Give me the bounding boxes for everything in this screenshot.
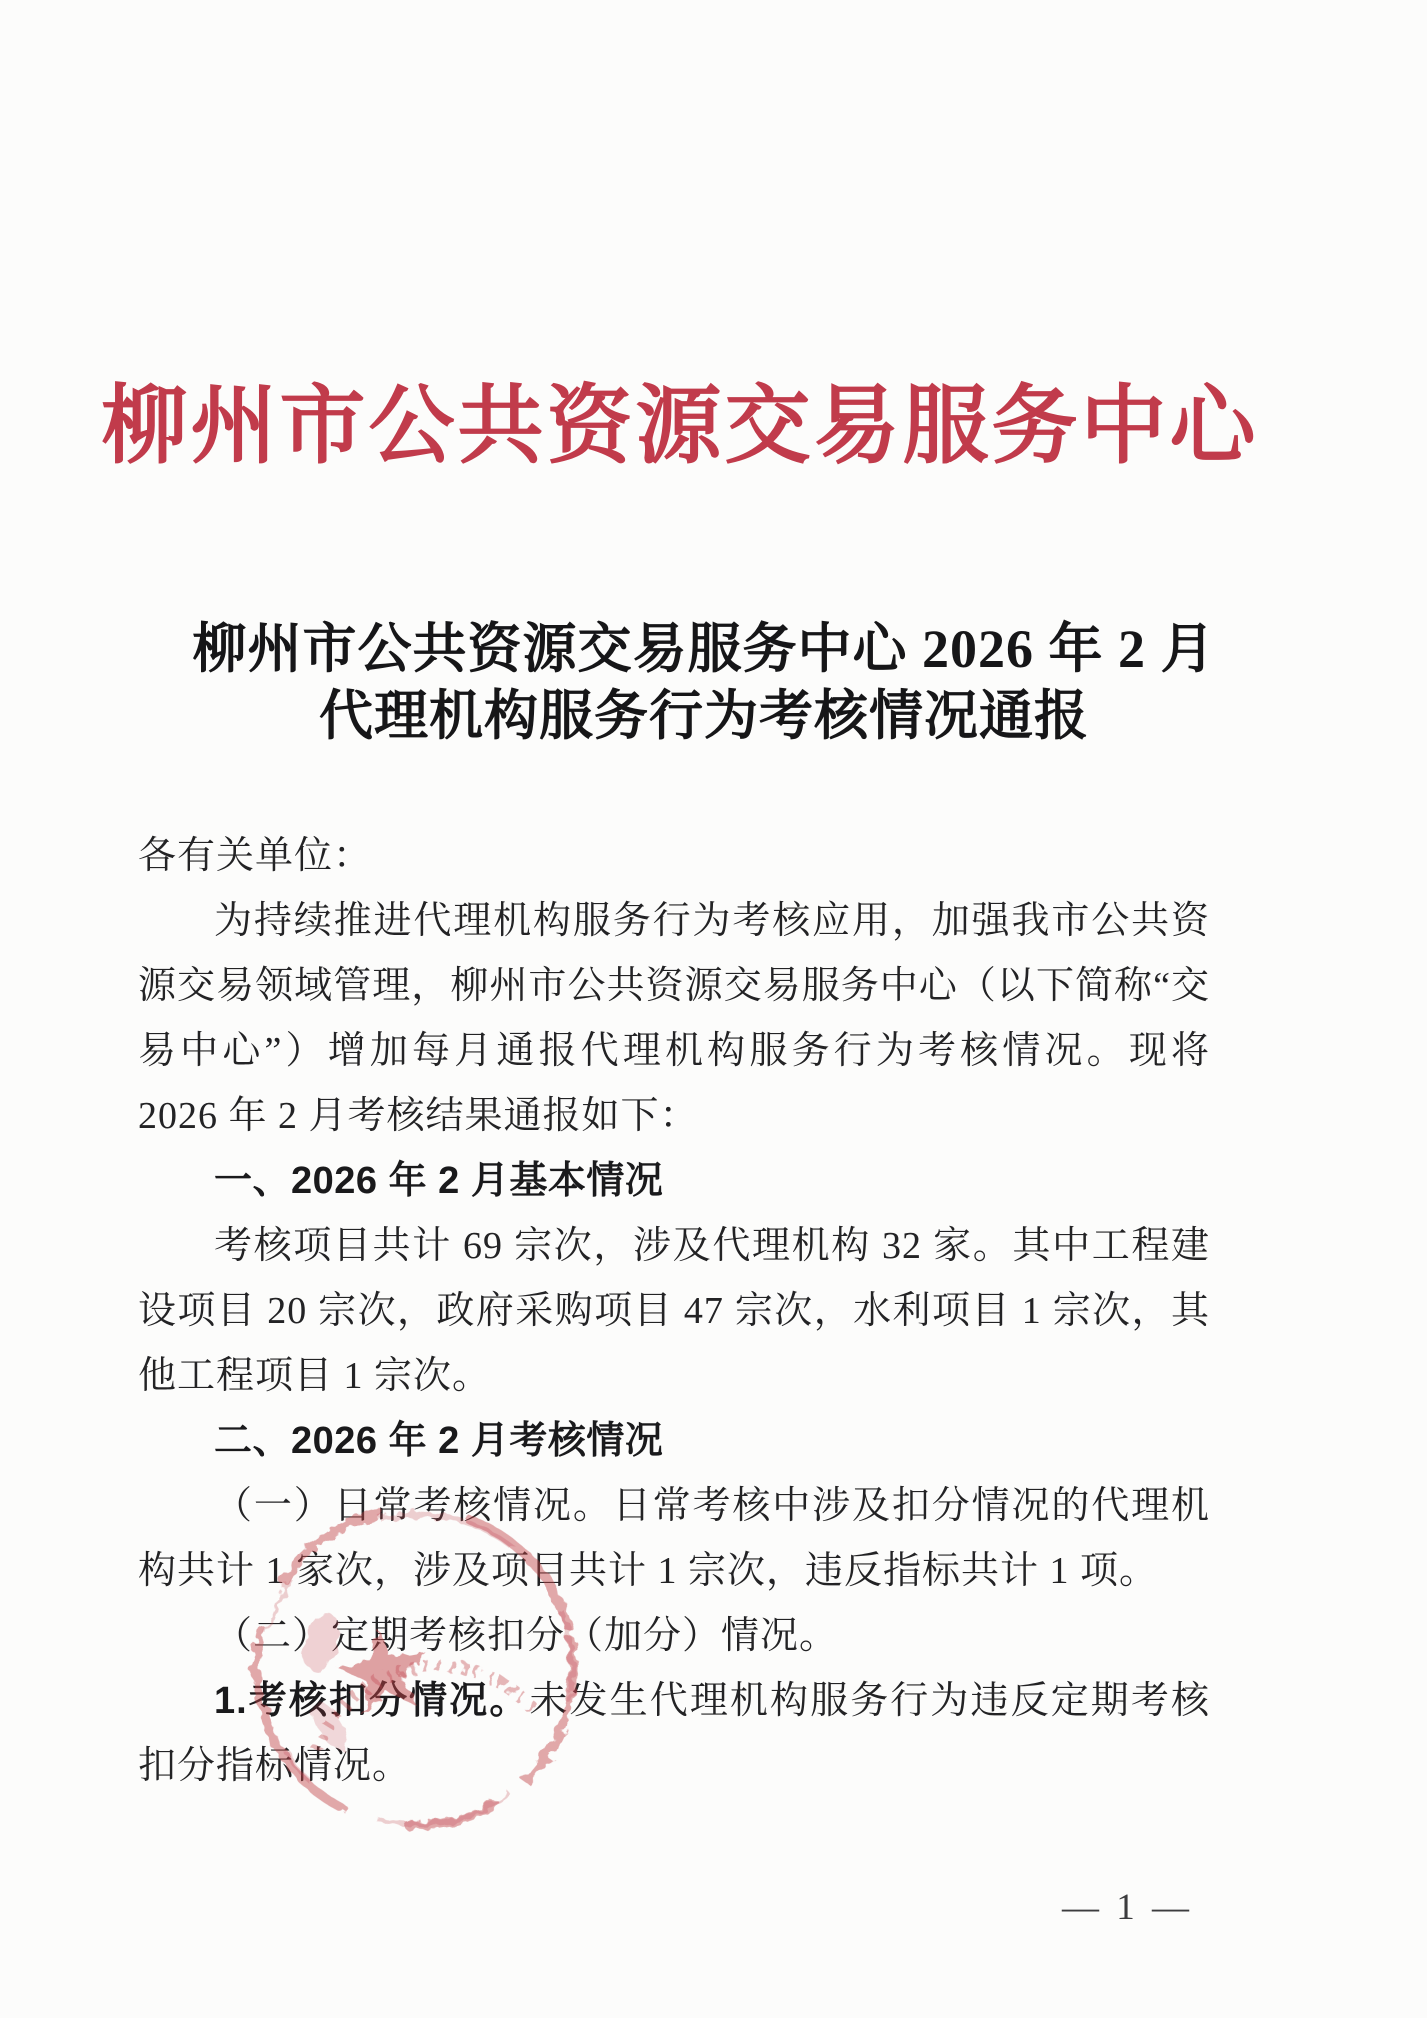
section-heading-assessment: 二、2026 年 2 月考核情况 xyxy=(214,1420,664,1462)
page-number: — 1 — xyxy=(1062,1887,1193,1928)
paragraph-periodic-assessment: （二）定期考核扣分（加分）情况。 xyxy=(214,1615,839,1657)
paragraph-deduction xyxy=(138,1669,1210,1799)
paragraph-deduction-lead: 1.考核扣分情况。 xyxy=(214,1680,530,1722)
document-title xyxy=(64,616,1344,750)
section-heading-basic: 一、2026 年 2 月基本情况 xyxy=(214,1160,664,1202)
paragraph-deduction-rest: 未发生代理机构服务行为违反定期考核扣分指标情况。 xyxy=(138,1680,1210,1787)
letterhead-org-name: 柳州市公共资源交易服务中心 xyxy=(101,378,1259,474)
paragraph-daily-assessment: （一）日常考核情况。日常考核中涉及扣分情况的代理机构共计 1 家次，涉及项目共计 1 宗次，违反指标共计 1 项。 xyxy=(138,1485,1210,1592)
salutation: 各有关单位： xyxy=(138,835,373,877)
paragraph-intro: 为持续推进代理机构服务行为考核应用，加强我市公共资源交易领域管理，柳州市公共资源交易服务中心（以下简称“交易中心”）增加每月通报代理机构服务行为考核情况。现将 2026 年 2 月考核结果通报如下： xyxy=(138,900,1210,1137)
paragraph-basic-stats: 考核项目共计 69 宗次，涉及代理机构 32 家。其中工程建设项目 20 宗次，政府采购项目 47 宗次，水利项目 1 宗次，其他工程项目 1 宗次。 xyxy=(138,1225,1210,1397)
document-title-line1: 柳州市公共资源交易服务中心 2026 年 2 月 xyxy=(192,619,1216,679)
document-title-line2: 代理机构服务行为考核情况通报 xyxy=(319,686,1089,746)
document-body xyxy=(138,824,1210,1799)
